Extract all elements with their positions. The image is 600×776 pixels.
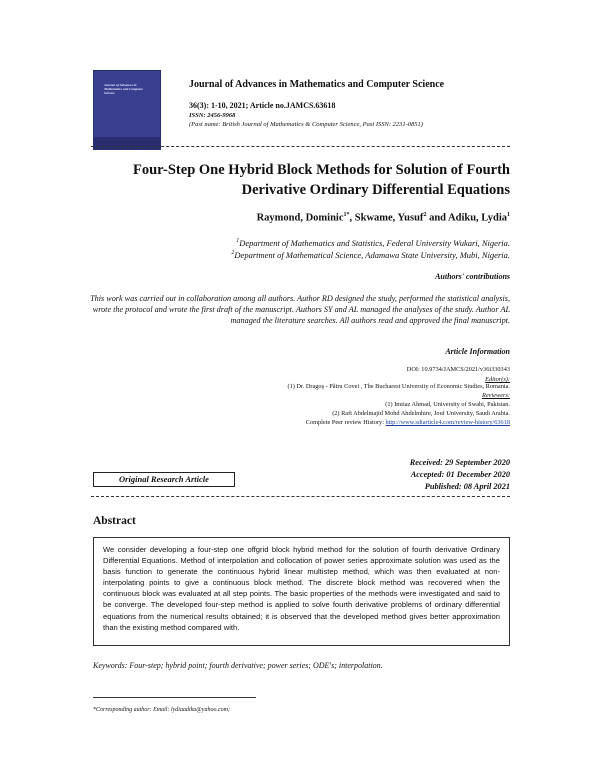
cover-title: Journal of Advances in Mathematics and Computer Science — [104, 83, 143, 96]
journal-name: Journal of Advances in Mathematics and Computer Science — [189, 79, 445, 90]
editor: (1) Dr. Dragoş - Pătru Covei , The Bucharest University of Economic Studies, Romania. — [287, 383, 510, 390]
author-list: Raymond, Dominic$^{1*}$, Skwame, Yusuf$^2$ and Adiku, Lydia$^1$ — [256, 212, 510, 224]
peer-review-link[interactable]: http://www.sdiarticle4.com/review-history/63618 — [385, 419, 510, 426]
abstract-heading: Abstract — [93, 515, 136, 527]
keywords: Keywords: Four-step; hybrid point; fourth derivative; power series; ODE's; interpolation. — [93, 661, 383, 670]
footnote-divider — [93, 697, 256, 698]
author-3: and Adiku, Lydia — [426, 212, 507, 224]
corresponding-author-footnote: *Corresponding author: Email: lydiaadiku@yahoo.com; — [93, 707, 230, 713]
article-type-badge: Original Research Article — [93, 472, 235, 487]
accepted-date: Accepted: 01 December 2020 — [410, 470, 510, 479]
published-date: Published: 08 April 2021 — [424, 482, 510, 491]
contributions-text: This work was carried out in collaboration among all authors. Author RD designed the study, performed the statistical analysis, wrote the protocol and wrote the first draft of the manuscript. Authors SY and AL managed the analyses of the study. Author AL managed the literature searches. All authors read and approved the final manuscript. — [90, 294, 510, 325]
journal-cover-image — [93, 70, 161, 150]
former-title: (Past name: British Journal of Mathematics & Computer Science, Past ISSN: 2231-0851) — [189, 121, 423, 128]
affiliation-2: $^2$Department of Mathematical Science, Adamawa State University, Mubi, Nigeria. — [231, 250, 510, 260]
volume-info: 36(3): 1-10, 2021; Article no.JAMCS.63618 — [189, 101, 336, 110]
contributions-heading: Authors' contributions — [435, 272, 510, 281]
author-1: Raymond, Dominic — [256, 212, 344, 224]
article-info-heading: Article Information — [445, 347, 510, 356]
title-line-2: Derivative Ordinary Differential Equations — [241, 182, 510, 198]
editor-label: Editor(s): — [485, 376, 510, 383]
title-line-1: Four-Step One Hybrid Block Methods for Solution of Fourth — [132, 162, 510, 178]
issn: ISSN: 2456-9968 — [189, 112, 236, 119]
reviewer-1: (1) Imtiaz Ahmad, University of Swabi, Pakistan. — [385, 401, 510, 408]
affiliation-1: $^1$Department of Mathematics and Statistics, Federal University Wukari, Nigeria. — [236, 238, 510, 248]
header-divider — [91, 146, 510, 147]
reviewers-label: Reviewers: — [482, 392, 510, 399]
paper-title — [90, 160, 510, 200]
author-2: , Skwame, Yusuf — [349, 212, 424, 224]
received-date: Received: 29 September 2020 — [409, 458, 510, 467]
abstract-text: We consider developing a four-step one offgrid block hybrid method for the solution of fourth derivative Ordinary Differential Equations. Method of interpolation and collocation of power series approximate solution was used as the basis function to generate the continuous hybrid linear multistep method, which was then evaluated at non-interpolating points to give a continuous block method. The discrete block method was recovered when the continuous block was evaluated at all step points. The basic properties of the methods were investigated and said to be converge. The developed four-step method is applied to solve fourth derivative problems of ordinary differential equations from the numerical results obtained; it is observed that the developed method gives better approximation than the existing method compared with. — [93, 537, 510, 646]
section-divider — [91, 496, 510, 497]
peer-review-history: Complete Peer review History: http://www.sdiarticle4.com/review-history/63618 — [305, 419, 510, 426]
doi: DOI: 10.9734/JAMCS/2021/v36i330343 — [406, 366, 510, 373]
reviewer-2: (2) Raft Abdelmajid Mohd Ahdelmhire, Jouf University, Saudi Arabia. — [332, 410, 510, 417]
